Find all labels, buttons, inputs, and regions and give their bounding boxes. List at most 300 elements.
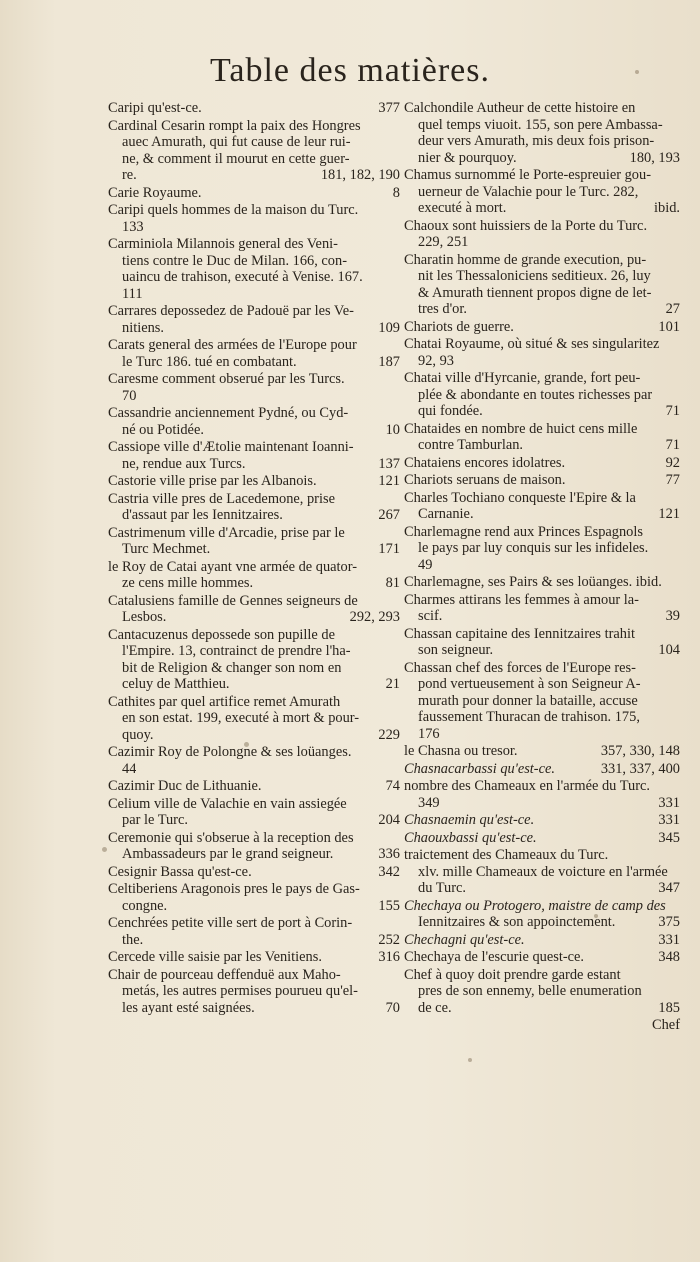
entry-text: murath pour donner la bataille, accuse (418, 692, 638, 709)
index-line (108, 167, 400, 184)
index-entry (108, 830, 400, 863)
index-entry (404, 167, 680, 217)
entry-text: de ce. (418, 999, 452, 1016)
page-reference (676, 387, 680, 404)
entry-text: pres de son ennemy, belle enumeration (418, 983, 642, 999)
index-line (404, 557, 680, 574)
index-line (404, 642, 680, 659)
page-reference: 345 (658, 829, 680, 846)
index-line (404, 387, 680, 404)
index-line (404, 336, 680, 353)
index-line (404, 472, 680, 489)
entry-text: Ceremonie qui s'obserue à la reception des (108, 829, 354, 846)
index-line (108, 236, 400, 253)
index-entry (108, 337, 400, 370)
entry-text: Cazimir Duc de Lithuanie. (108, 778, 262, 794)
index-entry (108, 559, 400, 592)
page-reference: 39 (665, 608, 680, 624)
index-entry (404, 524, 680, 574)
entry-text: & Amurath tiennent propos digne de let- (418, 284, 652, 301)
entry-text: Castorie ville prise par les Albanois. (108, 473, 317, 489)
page-reference (396, 491, 400, 508)
entry-text: re. (122, 167, 137, 183)
index-entry (404, 830, 680, 847)
page-reference: 104 (658, 642, 680, 658)
entry-text: celuy de Matthieu. (122, 676, 230, 692)
entry-text: 49 (418, 556, 433, 573)
ink-spot (468, 1058, 472, 1062)
page-reference (676, 983, 680, 1000)
entry-text: executé à mort. (418, 200, 507, 216)
page-reference (676, 490, 680, 507)
entry-text: les ayant esté saignées. (122, 999, 255, 1016)
page-reference (396, 525, 400, 542)
index-line (404, 847, 680, 864)
index-entry (404, 1017, 680, 1034)
page-reference (396, 915, 400, 932)
page-reference (676, 864, 680, 881)
page-reference (396, 439, 400, 456)
page-reference (676, 557, 680, 574)
entry-text: 92, 93 (418, 352, 454, 369)
entry-text: Carats general des armées de l'Europe pour (108, 337, 357, 353)
index-entry (108, 949, 400, 966)
entry-text: nier & pourquoy. (418, 149, 517, 166)
page-reference: 204 (378, 812, 400, 828)
index-entry (404, 100, 680, 166)
page-reference: 342 (378, 863, 400, 880)
index-entry (404, 898, 680, 931)
entry-text: Cassiope ville d'Ætolie maintenant Ioanni- (108, 439, 354, 455)
entry-text: Chamus surnommé le Porte-espreuier gou- (404, 167, 651, 183)
ink-spot (635, 70, 639, 74)
page-reference: 377 (378, 100, 400, 116)
page-reference: 71 (665, 403, 680, 419)
entry-text: plée & abondante en toutes richesses par (418, 386, 653, 403)
index-line (404, 540, 680, 557)
page-reference (676, 693, 680, 710)
index-line (108, 744, 400, 761)
page-reference: 348 (658, 949, 680, 965)
ink-spot (102, 847, 107, 852)
entry-text: nitiens. (122, 319, 164, 336)
entry-text: Carrares depossedez de Padouë par les Ve- (108, 303, 354, 319)
entry-text: congne. (122, 897, 168, 914)
index-entry (108, 796, 400, 829)
page-reference (676, 524, 680, 541)
page-reference (396, 269, 400, 286)
index-entry (108, 694, 400, 744)
entry-text: Cazimir Roy de Polongne & ses loüanges. (108, 744, 352, 760)
page-reference: 71 (665, 437, 680, 453)
index-line (108, 185, 400, 202)
index-line (404, 709, 680, 726)
index-line (108, 405, 400, 422)
page-reference (396, 559, 400, 576)
page-reference: 357, 330, 148 (600, 743, 680, 759)
index-line (108, 134, 400, 151)
index-entry (108, 371, 400, 404)
index-entry (108, 778, 400, 795)
index-line (404, 370, 680, 387)
index-line (404, 914, 680, 931)
index-entry (108, 881, 400, 914)
index-line (108, 1000, 400, 1017)
index-line (404, 592, 680, 609)
page-reference: 137 (378, 455, 400, 472)
index-entry (404, 592, 680, 625)
index-line (404, 660, 680, 677)
index-line (108, 388, 400, 405)
entry-text: scif. (418, 608, 443, 624)
entry-text: Caripi qu'est-ce. (108, 100, 202, 116)
index-line (404, 437, 680, 454)
entry-text: Chaoux sont huissiers de la Porte du Turc. (404, 217, 648, 234)
entry-text: le Roy de Catai ayant vne armée de quator- (108, 558, 358, 575)
index-line (404, 967, 680, 984)
entry-text: l'Empire. 13, contrainct de prendre l'ha- (122, 643, 351, 659)
index-entry (404, 778, 680, 811)
page-reference: 121 (658, 506, 680, 522)
page-reference (396, 660, 400, 677)
index-line (108, 915, 400, 932)
index-line (108, 643, 400, 660)
index-line (404, 353, 680, 370)
index-line (404, 880, 680, 897)
entry-text: Chatai Royaume, où situé & ses singularitez (404, 336, 660, 352)
index-line (404, 949, 680, 966)
index-line (108, 830, 400, 847)
page-reference (676, 540, 680, 557)
page-reference: 331 (658, 812, 680, 828)
page-reference: 331 (658, 794, 680, 811)
index-line (404, 167, 680, 184)
entry-text: Charles Tochiano conqueste l'Epire & la (404, 489, 636, 506)
entry-text: né ou Potidée. (122, 421, 204, 438)
right-column (404, 100, 680, 1035)
index-entry (108, 744, 400, 777)
page-reference (676, 353, 680, 370)
entry-text: Chataiens encores idolatres. (404, 454, 566, 471)
entry-text: le Chasna ou tresor. (404, 743, 518, 759)
index-line (404, 301, 680, 318)
index-line (404, 726, 680, 743)
index-line (108, 456, 400, 473)
page-reference (396, 286, 400, 303)
index-line (108, 967, 400, 984)
page-reference (396, 337, 400, 354)
page-reference (396, 405, 400, 422)
index-line (404, 150, 680, 167)
index-line (404, 506, 680, 523)
entry-text: Chataides en nombre de huict cens mille (404, 420, 638, 437)
page-reference (676, 626, 680, 643)
entry-text: ne, rendue aux Turcs. (122, 455, 246, 472)
index-entry (108, 864, 400, 881)
page-reference (676, 574, 680, 591)
page-reference: 74 (385, 778, 400, 794)
index-line (404, 218, 680, 235)
entry-text: bit de Religion & changer son nom en (122, 659, 342, 676)
page-reference (396, 388, 400, 405)
index-line (108, 660, 400, 677)
entry-text: 133 (122, 218, 144, 235)
page-reference: 77 (665, 472, 680, 488)
index-line (108, 219, 400, 236)
entry-text: metás, les autres permises pourueu qu'el- (122, 983, 358, 999)
page-reference (396, 236, 400, 253)
entry-text: 70 (122, 387, 137, 404)
index-line (404, 200, 680, 217)
index-entry (108, 915, 400, 948)
entry-text: Chariots seruans de maison. (404, 472, 566, 488)
page-reference (676, 268, 680, 285)
index-line (108, 593, 400, 610)
index-line (404, 795, 680, 812)
entry-text: Cenchrées petite ville sert de port à Corin- (108, 915, 353, 931)
page-reference (396, 796, 400, 813)
page-reference: 375 (658, 914, 680, 930)
page-reference: 252 (378, 931, 400, 948)
index-entry (404, 490, 680, 523)
index-entry (404, 743, 680, 760)
index-entry (404, 949, 680, 966)
page-reference (396, 371, 400, 388)
page-reference (676, 133, 680, 150)
page-reference: 331, 337, 400 (600, 760, 680, 777)
page-reference (396, 983, 400, 1000)
entry-text: Charatin homme de grande execution, pu- (404, 251, 647, 268)
page-reference: 331 (658, 931, 680, 948)
page-reference: 316 (378, 949, 400, 965)
entry-text: xlv. mille Chameaux de voicture en l'armée (418, 863, 668, 880)
index-line (108, 676, 400, 693)
index-line (108, 525, 400, 542)
page-reference (676, 778, 680, 795)
entry-text: Celtiberiens Aragonois pres le pays de Gas- (108, 881, 360, 897)
ink-spot (594, 914, 598, 918)
index-line (108, 846, 400, 863)
page-reference: 229 (378, 726, 400, 743)
index-entry (404, 319, 680, 336)
index-line (404, 234, 680, 251)
index-entry (404, 626, 680, 659)
index-line (108, 202, 400, 219)
index-line (108, 864, 400, 881)
entry-text: Charlemagne, ses Pairs & ses loüanges. ibid. (404, 574, 662, 590)
entry-text: Chaouxbassi qu'est-ce. (404, 829, 537, 846)
entry-text: Lesbos. (122, 609, 167, 625)
entry-text: Caresme comment obserué par les Turcs. (108, 371, 345, 387)
index-entry (404, 761, 680, 778)
index-line (108, 983, 400, 1000)
index-entry (404, 370, 680, 420)
page-reference: 81 (385, 575, 400, 591)
page-reference: 171 (378, 541, 400, 557)
index-line (404, 778, 680, 795)
page-reference (676, 847, 680, 864)
index-line (108, 303, 400, 320)
page-reference (396, 744, 400, 761)
index-line (108, 269, 400, 286)
index-line (108, 422, 400, 439)
index-entry (108, 100, 400, 117)
page-reference (396, 694, 400, 711)
entry-text: par le Turc. (122, 812, 188, 828)
entry-text: tiens contre le Duc de Milan. 166, con- (122, 252, 347, 269)
entry-text: deur vers Amurath, mis deux fois prison- (418, 133, 655, 149)
entry-text: le Turc 186. tué en combatant. (122, 353, 297, 370)
entry-text: Calchondile Autheur de cette histoire en (404, 100, 636, 116)
index-line (108, 151, 400, 168)
page-reference (676, 117, 680, 134)
ink-spot (244, 742, 249, 747)
entry-text: the. (122, 931, 144, 948)
entry-text: le pays par luy conquis sur les infideles. (418, 540, 649, 556)
index-line (404, 117, 680, 134)
page-reference (676, 726, 680, 743)
index-line (108, 710, 400, 727)
index-entry (404, 660, 680, 743)
page-reference (396, 881, 400, 898)
page-reference: 185 (658, 999, 680, 1016)
index-line (108, 898, 400, 915)
index-line (404, 574, 680, 591)
index-entry (404, 574, 680, 591)
index-line (404, 490, 680, 507)
index-line (108, 439, 400, 456)
page-reference: 21 (385, 676, 400, 692)
page-reference (676, 336, 680, 353)
entry-text: uaincu de trahison, executé à Venise. 167. (122, 269, 363, 285)
index-line (404, 252, 680, 269)
entry-text: Catalusiens famille de Gennes seigneurs de (108, 592, 358, 609)
index-line (404, 184, 680, 201)
entry-text: Chassan capitaine des Iennitzaires trahit (404, 625, 635, 642)
entry-text: Charlemagne rend aux Princes Espagnols (404, 523, 643, 540)
index-entry (108, 491, 400, 524)
entry-text: Cathites par quel artifice remet Amurath (108, 693, 341, 710)
entry-text: Cantacuzenus depossede son pupille de (108, 626, 335, 643)
index-line (108, 100, 400, 117)
index-line (108, 761, 400, 778)
page-reference (396, 151, 400, 168)
index-entry (108, 525, 400, 558)
index-line (404, 898, 680, 915)
index-line (108, 609, 400, 626)
entry-text: Ambassadeurs par le grand seigneur. (122, 846, 334, 862)
index-line (108, 881, 400, 898)
index-line (108, 727, 400, 744)
index-entry (404, 421, 680, 454)
index-entry (108, 967, 400, 1017)
entry-text: Carie Royaume. (108, 184, 202, 201)
page-reference: 92 (665, 454, 680, 471)
entry-text: quel temps viuoit. 155, son pere Ambassa- (418, 116, 663, 133)
page-reference (676, 252, 680, 269)
entry-text: nit les Thessaloniciens seditieux. 26, luy (418, 268, 651, 284)
index-line (108, 559, 400, 576)
index-entry (108, 439, 400, 472)
page-reference (396, 643, 400, 660)
entry-text: 176 (418, 725, 440, 742)
page-reference (396, 118, 400, 135)
entry-text: faussement Thuracan de trahison. 175, (418, 709, 640, 725)
index-line (404, 100, 680, 117)
index-entry (108, 405, 400, 438)
index-line (404, 693, 680, 710)
index-line (404, 743, 680, 760)
entry-text: Chasnacarbassi qu'est-ce. (404, 760, 555, 777)
page-reference (676, 100, 680, 117)
entry-text: ze cens mille hommes. (122, 575, 254, 591)
entry-text: contre Tamburlan. (418, 437, 524, 453)
entry-text: du Turc. (418, 880, 466, 896)
page-reference: 267 (378, 507, 400, 523)
index-line (404, 1017, 680, 1034)
entry-text: Chair de pourceau deffenduë aux Maho- (108, 966, 341, 983)
index-line (404, 319, 680, 336)
index-line (404, 983, 680, 1000)
entry-text: auec Amurath, qui fut cause de leur rui- (122, 134, 351, 150)
entry-text: Chassan chef des forces de l'Europe res- (404, 659, 636, 676)
entry-text: Cassandrie anciennement Pydné, ou Cyd- (108, 405, 349, 421)
index-line (108, 253, 400, 270)
entry-text: ne, & comment il mourut en cette guer- (122, 150, 350, 167)
index-line (108, 320, 400, 337)
index-line (404, 830, 680, 847)
page-reference (396, 253, 400, 270)
index-line (404, 421, 680, 438)
entry-text: Castria ville pres de Lacedemone, prise (108, 490, 335, 507)
entry-text: 44 (122, 760, 137, 777)
index-entry (404, 218, 680, 251)
entry-text: Carminiola Milannois general des Veni- (108, 236, 338, 252)
page-reference (396, 967, 400, 984)
index-line (108, 337, 400, 354)
index-entry (108, 593, 400, 626)
page-reference (396, 202, 400, 219)
entry-text: nombre des Chameaux en l'armée du Turc. (404, 778, 650, 794)
page-reference: Chef (652, 1017, 680, 1033)
index-line (404, 676, 680, 693)
index-entry (108, 627, 400, 693)
page-reference (396, 219, 400, 236)
index-line (108, 812, 400, 829)
index-line (404, 812, 680, 829)
index-line (404, 403, 680, 420)
entry-text: pond vertueusement à son Seigneur A- (418, 676, 641, 692)
index-line (108, 473, 400, 490)
index-line (108, 491, 400, 508)
index-line (108, 796, 400, 813)
page-reference (676, 184, 680, 201)
index-line (108, 354, 400, 371)
index-entry (404, 847, 680, 897)
page-reference (396, 710, 400, 727)
index-line (404, 761, 680, 778)
index-line (404, 455, 680, 472)
index-line (404, 864, 680, 881)
entry-text: Carnanie. (418, 506, 474, 522)
entry-text: traictement des Chameaux du Turc. (404, 847, 609, 863)
page-reference: 10 (385, 421, 400, 438)
left-column (108, 100, 400, 1017)
entry-text: Chechagni qu'est-ce. (404, 931, 525, 948)
page-reference: 336 (378, 846, 400, 862)
entry-text: 349 (418, 794, 440, 811)
entry-text: Cercede ville saisie par les Venitiens. (108, 949, 322, 965)
